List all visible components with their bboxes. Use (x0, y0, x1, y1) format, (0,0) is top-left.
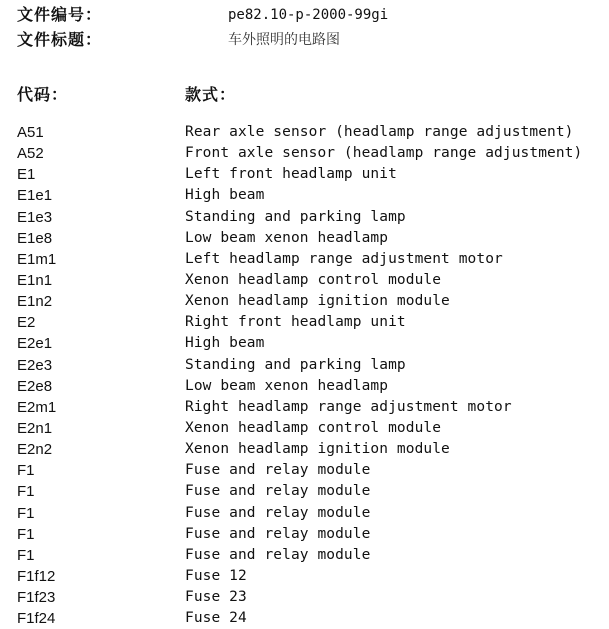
description-column-header: 款式： (185, 85, 237, 104)
component-code: E1e1 (17, 187, 53, 205)
component-description: Fuse and relay module (185, 504, 371, 521)
doc-number-label: 文件编号： (17, 5, 103, 24)
doc-title-value: 车外照明的电路图 (228, 32, 340, 48)
list-item (0, 143, 609, 164)
list-item (0, 312, 609, 333)
component-description: Low beam xenon headlamp (185, 377, 389, 394)
component-code: E2m1 (17, 398, 57, 416)
component-code: E2 (17, 314, 36, 332)
list-item (0, 524, 609, 545)
list-item (0, 439, 609, 460)
component-description: High beam (185, 187, 265, 204)
component-description: Fuse and relay module (185, 546, 371, 563)
component-description: Standing and parking lamp (185, 356, 406, 373)
component-code: F1f23 (17, 589, 56, 607)
component-code: E1n1 (17, 271, 53, 289)
component-description: High beam (185, 335, 265, 352)
component-description: Fuse 24 (185, 610, 247, 627)
list-item (0, 164, 609, 185)
doc-title-label: 文件标题： (17, 30, 103, 49)
component-description: Fuse and relay module (185, 462, 371, 479)
list-item (0, 185, 609, 206)
list-item (0, 207, 609, 228)
list-item (0, 376, 609, 397)
component-code: E2e3 (17, 356, 53, 374)
component-code: E1n2 (17, 293, 53, 311)
component-description: Xenon headlamp control module (185, 271, 442, 288)
list-item (0, 397, 609, 418)
list-item (0, 270, 609, 291)
component-description: Fuse and relay module (185, 483, 371, 500)
component-code: E2n2 (17, 441, 53, 459)
component-description: Fuse 23 (185, 589, 247, 606)
list-item (0, 355, 609, 376)
component-description: Right front headlamp unit (185, 314, 406, 331)
list-item (0, 608, 609, 629)
component-description: Left front headlamp unit (185, 166, 397, 183)
component-code: F1 (17, 504, 35, 522)
component-code: E1e3 (17, 208, 53, 226)
component-code: E2n1 (17, 419, 53, 437)
component-code: F1 (17, 483, 35, 501)
list-item (0, 566, 609, 587)
component-code: F1f24 (17, 610, 56, 628)
component-description: Xenon headlamp control module (185, 419, 442, 436)
component-code: F1 (17, 462, 35, 480)
component-description: Standing and parking lamp (185, 208, 406, 225)
list-item (0, 503, 609, 524)
component-code: F1 (17, 525, 35, 543)
list-item (0, 545, 609, 566)
doc-number-value: pe82.10-p-2000-99gi (228, 7, 389, 23)
component-code: E1 (17, 166, 36, 184)
component-description: Fuse and relay module (185, 525, 371, 542)
list-item (0, 460, 609, 481)
component-code: E2e1 (17, 335, 53, 353)
component-description: Xenon headlamp ignition module (185, 441, 450, 458)
component-code: E2e8 (17, 377, 53, 395)
component-description: Front axle sensor (headlamp range adjustment) (185, 145, 583, 162)
code-column-header: 代码： (17, 85, 69, 104)
component-code: F1 (17, 546, 35, 564)
list-item (0, 249, 609, 270)
component-code: F1f12 (17, 567, 56, 585)
component-description: Right headlamp range adjustment motor (185, 398, 512, 415)
list-item (0, 481, 609, 502)
component-code: A52 (17, 145, 44, 163)
component-description: Low beam xenon headlamp (185, 229, 389, 246)
list-item (0, 122, 609, 143)
list-item (0, 291, 609, 312)
list-item (0, 333, 609, 354)
component-list (0, 122, 609, 629)
list-item (0, 228, 609, 249)
component-description: Left headlamp range adjustment motor (185, 250, 503, 267)
component-description: Xenon headlamp ignition module (185, 293, 450, 310)
component-description: Fuse 12 (185, 567, 247, 584)
component-code: E1m1 (17, 250, 57, 268)
component-code: A51 (17, 124, 44, 141)
component-description: Rear axle sensor (headlamp range adjustment) (185, 124, 574, 140)
component-code: E1e8 (17, 229, 53, 247)
list-item (0, 418, 609, 439)
list-item (0, 587, 609, 608)
